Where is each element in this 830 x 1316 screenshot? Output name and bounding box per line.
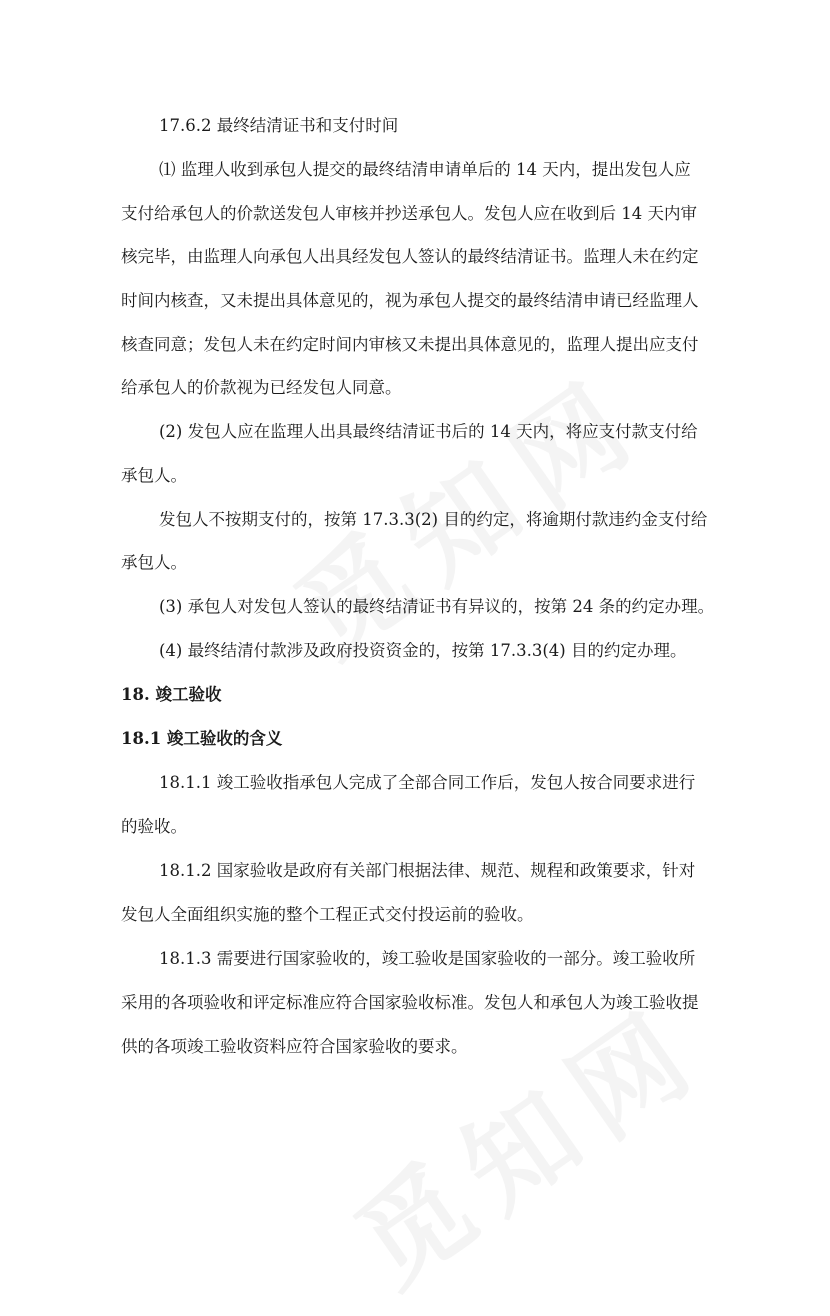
paragraph-line: 18.1.1 竣工验收指承包人完成了全部合同工作后，发包人按合同要求进行 [159,773,696,792]
paragraph-line: 发包人不按期支付的，按第 17.3.3(2) 目的约定，将逾期付款违约金支付给 [159,510,708,529]
paragraph-line: (4) 最终结清付款涉及政府投资资金的，按第 17.3.3(4) 目的约定办理。 [159,641,687,660]
paragraph-line: 供的各项竣工验收资料应符合国家验收的要求。 [121,1037,468,1056]
heading-section-18: 18. 竣工验收 [121,685,222,704]
paragraph-line: ⑴ 监理人收到承包人提交的最终结清申请单后的 14 天内，提出发包人应 [159,160,691,179]
paragraph-line: 时间内核查，又未提出具体意见的，视为承包人提交的最终结清申请已经监理人 [121,291,699,310]
paragraph-line: 支付给承包人的价款送发包人审核并抄送承包人。发包人应在收到后 14 天内审 [121,204,697,223]
paragraph-line: 发包人全面组织实施的整个工程正式交付投运前的验收。 [121,905,534,924]
paragraph-line: 的验收。 [121,817,187,836]
paragraph-line: 18.1.3 需要进行国家验收的，竣工验收是国家验收的一部分。竣工验收所 [159,949,696,968]
paragraph-line: 18.1.2 国家验收是政府有关部门根据法律、规范、规程和政策要求，针对 [159,861,696,880]
paragraph-line: 采用的各项验收和评定标准应符合国家验收标准。发包人和承包人为竣工验收提 [121,993,699,1012]
paragraph-line: (2) 发包人应在监理人出具最终结清证书后的 14 天内，将应支付款支付给 [159,422,698,441]
paragraph-line: 核查同意；发包人未在约定时间内审核又未提出具体意见的，监理人提出应支付 [121,335,699,354]
paragraph-line: 核完毕，由监理人向承包人出具经发包人签认的最终结清证书。监理人未在约定 [121,247,699,266]
section-title-17-6-2: 17.6.2 最终结清证书和支付时间 [159,116,399,135]
paragraph-line: 承包人。 [121,466,187,485]
heading-section-18-1: 18.1 竣工验收的含义 [121,729,283,748]
paragraph-line: 给承包人的价款视为已经发包人同意。 [121,378,402,397]
paragraph-line: 承包人。 [121,553,187,572]
paragraph-line: (3) 承包人对发包人签认的最终结清证书有异议的，按第 24 条的约定办理。 [159,597,715,616]
